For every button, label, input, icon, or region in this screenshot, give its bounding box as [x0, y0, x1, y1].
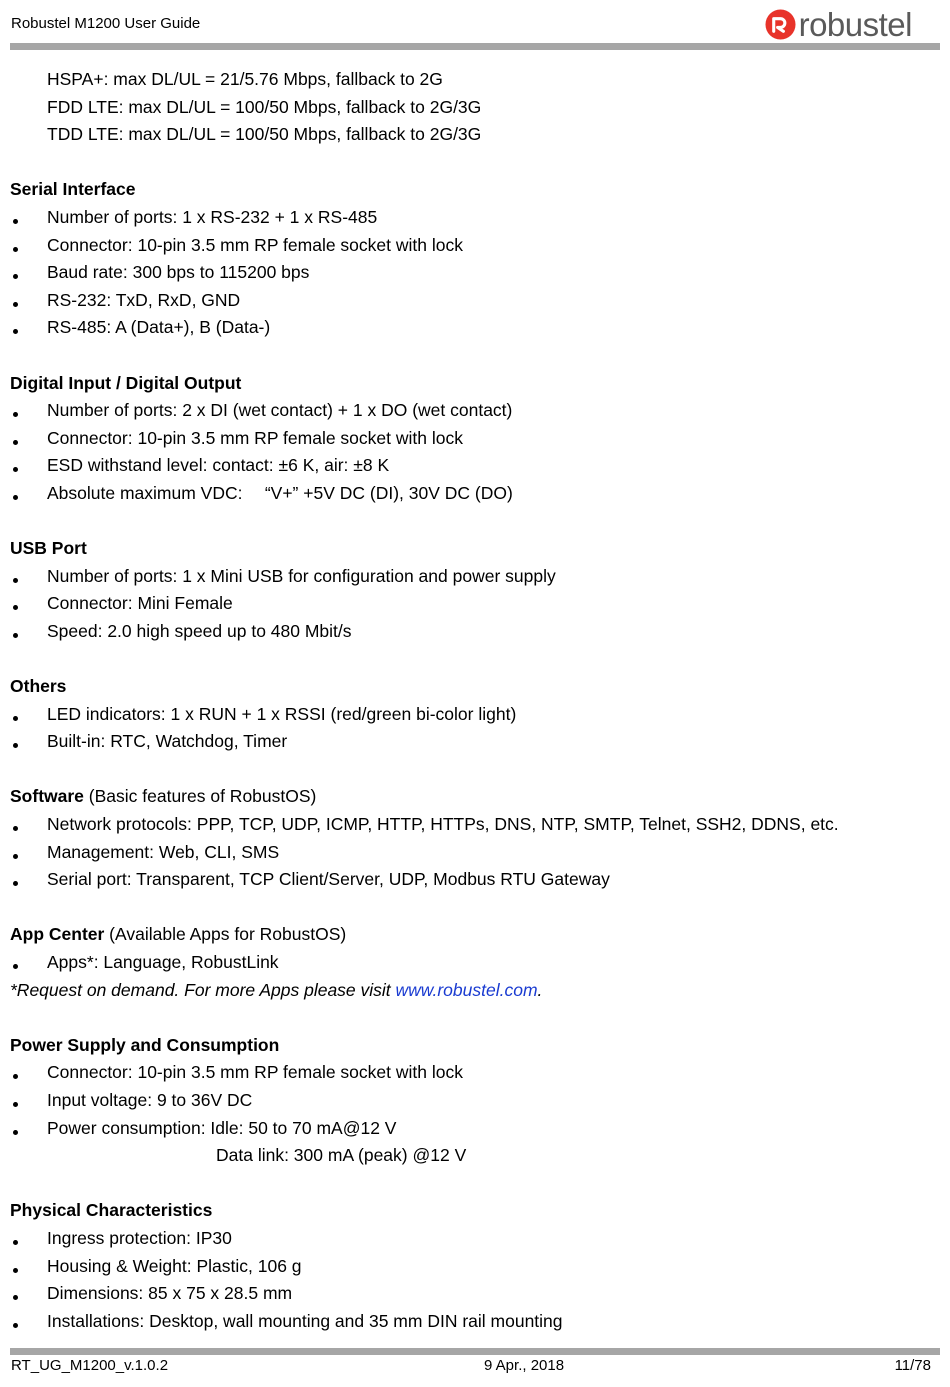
bullet-icon [13, 743, 18, 748]
intro-line: FDD LTE: max DL/UL = 100/50 Mbps, fallback to 2G/3G [47, 96, 482, 117]
bullet-icon [13, 854, 18, 859]
section-heading-serial: Serial Interface [10, 179, 136, 200]
apps-note: *Request on demand. For more Apps please visit www.robustel.com. [10, 979, 543, 1000]
bullet-icon [13, 1074, 18, 1079]
section-heading-usb: USB Port [10, 538, 87, 559]
bullet-icon [13, 1323, 18, 1328]
section-heading-power: Power Supply and Consumption [10, 1034, 280, 1055]
footer-divider [10, 1348, 940, 1355]
list-item: Built-in: RTC, Watchdog, Timer [10, 728, 930, 756]
robustel-website-link[interactable]: www.robustel.com [395, 979, 538, 1000]
page-header [0, 0, 950, 52]
bullet-icon [13, 219, 18, 224]
section-heading-appcenter: App Center (Available Apps for RobustOS) [10, 924, 347, 945]
bullet-icon [13, 412, 18, 417]
list-item: Apps*: Language, RobustLink [10, 949, 930, 977]
bullet-icon [13, 302, 18, 307]
list-item: Absolute maximum VDC: “V+” +5V DC (DI), 30V DC (DO) [10, 480, 930, 508]
list-item: Connector: 10-pin 3.5 mm RP female socket with lock [10, 232, 930, 260]
bullet-icon [13, 1240, 18, 1245]
footer-doc-id: RT_UG_M1200_v.1.0.2 [11, 1357, 169, 1374]
section-heading-others: Others [10, 676, 67, 697]
bullet-icon [13, 578, 18, 583]
list-item: RS-485: A (Data+), B (Data-) [10, 314, 930, 342]
bullet-icon [13, 633, 18, 638]
bullet-icon [13, 964, 18, 969]
bullet-icon [13, 467, 18, 472]
bullet-icon [13, 1295, 18, 1300]
list-item: Connector: 10-pin 3.5 mm RP female socket with lock [10, 1059, 930, 1087]
list-item: Baud rate: 300 bps to 115200 bps [10, 259, 930, 287]
list-item: Speed: 2.0 high speed up to 480 Mbit/s [10, 618, 930, 646]
list-item: Number of ports: 2 x DI (wet contact) + 1 x DO (wet contact) [10, 397, 930, 425]
page-content [10, 66, 930, 1335]
bullet-icon [13, 1130, 18, 1135]
list-item: Connector: 10-pin 3.5 mm RP female socket with lock [10, 425, 930, 453]
list-item: ESD withstand level: contact: ±6 K, air: ±8 K [10, 452, 930, 480]
list-item: Network protocols: PPP, TCP, UDP, ICMP, HTTP, HTTPs, DNS, NTP, SMTP, Telnet, SSH2, DDNS, etc. [10, 811, 930, 839]
list-item: Ingress protection: IP30 [10, 1225, 930, 1253]
list-item: RS-232: TxD, RxD, GND [10, 287, 930, 315]
bullet-icon [13, 440, 18, 445]
list-item: Installations: Desktop, wall mounting and 35 mm DIN rail mounting [10, 1308, 930, 1336]
intro-line: TDD LTE: max DL/UL = 100/50 Mbps, fallback to 2G/3G [47, 124, 482, 145]
list-item: Number of ports: 1 x RS-232 + 1 x RS-485 [10, 204, 930, 232]
logo-text: robustel [798, 5, 912, 43]
bullet-icon [13, 605, 18, 610]
footer-page-number: 11/78 [894, 1357, 931, 1374]
bullet-icon [13, 881, 18, 886]
bullet-icon [13, 247, 18, 252]
header-title: Robustel M1200 User Guide [11, 15, 201, 32]
list-item: Serial port: Transparent, TCP Client/Server, UDP, Modbus RTU Gateway [10, 866, 930, 894]
intro-line: HSPA+: max DL/UL = 21/5.76 Mbps, fallback to 2G [47, 69, 443, 89]
header-divider [10, 43, 940, 50]
bullet-icon [13, 329, 18, 334]
page-footer [11, 1357, 931, 1377]
list-item: Power consumption: Idle: 50 to 70 mA@12 V [10, 1115, 930, 1143]
power-consumption-continuation: Data link: 300 mA (peak) @12 V [216, 1145, 467, 1166]
section-heading-physical: Physical Characteristics [10, 1200, 213, 1221]
list-item: Connector: Mini Female [10, 590, 930, 618]
bullet-icon [13, 495, 18, 500]
list-item: Management: Web, CLI, SMS [10, 839, 930, 867]
bullet-icon [13, 826, 18, 831]
bullet-icon [13, 274, 18, 279]
section-heading-software: Software (Basic features of RobustOS) [10, 786, 317, 807]
list-item: LED indicators: 1 x RUN + 1 x RSSI (red/green bi-color light) [10, 701, 930, 729]
list-item: Input voltage: 9 to 36V DC [10, 1087, 930, 1115]
section-heading-dio: Digital Input / Digital Output [10, 372, 242, 393]
bullet-icon [13, 1268, 18, 1273]
list-item: Dimensions: 85 x 75 x 28.5 mm [10, 1280, 930, 1308]
bullet-icon [13, 1102, 18, 1107]
footer-date: 9 Apr., 2018 [484, 1357, 565, 1374]
robustel-logo [765, 6, 912, 42]
robustel-logo-icon [765, 9, 796, 40]
list-item: Housing & Weight: Plastic, 106 g [10, 1253, 930, 1281]
bullet-icon [13, 716, 18, 721]
list-item: Number of ports: 1 x Mini USB for configuration and power supply [10, 563, 930, 591]
